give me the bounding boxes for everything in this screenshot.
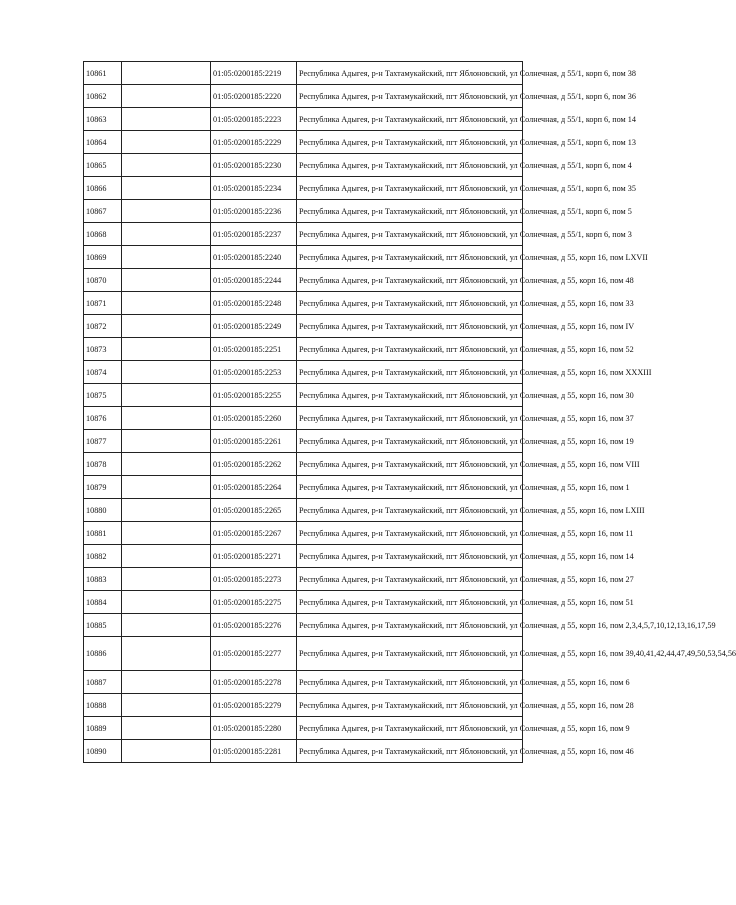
row-number-cell: 10875 xyxy=(84,384,122,407)
table-row xyxy=(84,694,523,717)
empty-cell xyxy=(122,200,211,223)
address-cell: Республика Адыгея, р-н Тахтамукайский, пгт Яблоновский, ул Солнечная, д 55, корп 16, пом VIII xyxy=(297,453,523,476)
empty-cell xyxy=(122,338,211,361)
row-number-cell: 10871 xyxy=(84,292,122,315)
empty-cell xyxy=(122,671,211,694)
row-number-cell: 10868 xyxy=(84,223,122,246)
address-cell: Республика Адыгея, р-н Тахтамукайский, пгт Яблоновский, ул Солнечная, д 55/1, корп 6, пом 14 xyxy=(297,108,523,131)
address-cell: Республика Адыгея, р-н Тахтамукайский, пгт Яблоновский, ул Солнечная, д 55, корп 16, пом 30 xyxy=(297,384,523,407)
row-number-cell: 10886 xyxy=(84,637,122,671)
table-row xyxy=(84,568,523,591)
row-number-cell: 10866 xyxy=(84,177,122,200)
table-row xyxy=(84,246,523,269)
table-row xyxy=(84,407,523,430)
cadastral-number-cell: 01:05:0200185:2276 xyxy=(211,614,297,637)
cadastral-number-cell: 01:05:0200185:2261 xyxy=(211,430,297,453)
cadastral-number-cell: 01:05:0200185:2253 xyxy=(211,361,297,384)
address-cell: Республика Адыгея, р-н Тахтамукайский, пгт Яблоновский, ул Солнечная, д 55/1, корп 6, пом 36 xyxy=(297,85,523,108)
cadastral-number-cell: 01:05:0200185:2237 xyxy=(211,223,297,246)
address-cell: Республика Адыгея, р-н Тахтамукайский, пгт Яблоновский, ул Солнечная, д 55/1, корп 6, пом 3 xyxy=(297,223,523,246)
empty-cell xyxy=(122,62,211,85)
cadastral-number-cell: 01:05:0200185:2251 xyxy=(211,338,297,361)
row-number-cell: 10881 xyxy=(84,522,122,545)
address-cell: Республика Адыгея, р-н Тахтамукайский, пгт Яблоновский, ул Солнечная, д 55, корп 16, пом 2,3,4,5,7,10,12,13,16,17,59 xyxy=(297,614,523,637)
address-cell: Республика Адыгея, р-н Тахтамукайский, пгт Яблоновский, ул Солнечная, д 55, корп 16, пом 14 xyxy=(297,545,523,568)
cadastral-number-cell: 01:05:0200185:2281 xyxy=(211,740,297,763)
table-row xyxy=(84,591,523,614)
address-cell: Республика Адыгея, р-н Тахтамукайский, пгт Яблоновский, ул Солнечная, д 55, корп 16, пом IV xyxy=(297,315,523,338)
address-cell: Республика Адыгея, р-н Тахтамукайский, пгт Яблоновский, ул Солнечная, д 55, корп 16, пом 28 xyxy=(297,694,523,717)
cadastral-number-cell: 01:05:0200185:2273 xyxy=(211,568,297,591)
table-row xyxy=(84,614,523,637)
cadastral-number-cell: 01:05:0200185:2236 xyxy=(211,200,297,223)
cadastral-number-cell: 01:05:0200185:2267 xyxy=(211,522,297,545)
row-number-cell: 10862 xyxy=(84,85,122,108)
table-row xyxy=(84,177,523,200)
address-cell: Республика Адыгея, р-н Тахтамукайский, пгт Яблоновский, ул Солнечная, д 55, корп 16, пом 11 xyxy=(297,522,523,545)
empty-cell xyxy=(122,499,211,522)
row-number-cell: 10879 xyxy=(84,476,122,499)
empty-cell xyxy=(122,453,211,476)
address-cell: Республика Адыгея, р-н Тахтамукайский, пгт Яблоновский, ул Солнечная, д 55, корп 16, пом 51 xyxy=(297,591,523,614)
table-row xyxy=(84,292,523,315)
empty-cell xyxy=(122,591,211,614)
row-number-cell: 10867 xyxy=(84,200,122,223)
row-number-cell: 10878 xyxy=(84,453,122,476)
address-cell: Республика Адыгея, р-н Тахтамукайский, пгт Яблоновский, ул Солнечная, д 55/1, корп 6, пом 38 xyxy=(297,62,523,85)
empty-cell xyxy=(122,476,211,499)
row-number-cell: 10882 xyxy=(84,545,122,568)
cadastral-number-cell: 01:05:0200185:2220 xyxy=(211,85,297,108)
empty-cell xyxy=(122,269,211,292)
address-cell: Республика Адыгея, р-н Тахтамукайский, пгт Яблоновский, ул Солнечная, д 55, корп 16, пом 6 xyxy=(297,671,523,694)
cadastral-number-cell: 01:05:0200185:2275 xyxy=(211,591,297,614)
table-row xyxy=(84,200,523,223)
address-cell: Республика Адыгея, р-н Тахтамукайский, пгт Яблоновский, ул Солнечная, д 55, корп 16, пом 33 xyxy=(297,292,523,315)
empty-cell xyxy=(122,717,211,740)
table-row xyxy=(84,740,523,763)
cadastral-number-cell: 01:05:0200185:2223 xyxy=(211,108,297,131)
cadastral-number-cell: 01:05:0200185:2264 xyxy=(211,476,297,499)
empty-cell xyxy=(122,740,211,763)
address-cell: Республика Адыгея, р-н Тахтамукайский, пгт Яблоновский, ул Солнечная, д 55/1, корп 6, пом 4 xyxy=(297,154,523,177)
empty-cell xyxy=(122,177,211,200)
empty-cell xyxy=(122,154,211,177)
cadastral-number-cell: 01:05:0200185:2260 xyxy=(211,407,297,430)
cadastral-number-cell: 01:05:0200185:2262 xyxy=(211,453,297,476)
cadastral-number-cell: 01:05:0200185:2280 xyxy=(211,717,297,740)
table-row xyxy=(84,453,523,476)
row-number-cell: 10888 xyxy=(84,694,122,717)
table-row xyxy=(84,315,523,338)
table-row xyxy=(84,361,523,384)
table-row xyxy=(84,545,523,568)
row-number-cell: 10865 xyxy=(84,154,122,177)
address-cell: Республика Адыгея, р-н Тахтамукайский, пгт Яблоновский, ул Солнечная, д 55, корп 16, пом 37 xyxy=(297,407,523,430)
empty-cell xyxy=(122,131,211,154)
table-row xyxy=(84,154,523,177)
empty-cell xyxy=(122,85,211,108)
address-cell: Республика Адыгея, р-н Тахтамукайский, пгт Яблоновский, ул Солнечная, д 55, корп 16, пом XXXIII xyxy=(297,361,523,384)
row-number-cell: 10863 xyxy=(84,108,122,131)
row-number-cell: 10864 xyxy=(84,131,122,154)
empty-cell xyxy=(122,545,211,568)
table-row xyxy=(84,430,523,453)
cadastral-number-cell: 01:05:0200185:2278 xyxy=(211,671,297,694)
table-row xyxy=(84,108,523,131)
table-row xyxy=(84,717,523,740)
address-cell: Республика Адыгея, р-н Тахтамукайский, пгт Яблоновский, ул Солнечная, д 55, корп 16, пом LXIII xyxy=(297,499,523,522)
address-cell: Республика Адыгея, р-н Тахтамукайский, пгт Яблоновский, ул Солнечная, д 55, корп 16, пом LXVII xyxy=(297,246,523,269)
row-number-cell: 10870 xyxy=(84,269,122,292)
table-row xyxy=(84,62,523,85)
address-cell: Республика Адыгея, р-н Тахтамукайский, пгт Яблоновский, ул Солнечная, д 55, корп 16, пом 1 xyxy=(297,476,523,499)
cadastral-number-cell: 01:05:0200185:2249 xyxy=(211,315,297,338)
table-row xyxy=(84,637,523,671)
table-row xyxy=(84,223,523,246)
empty-cell xyxy=(122,614,211,637)
row-number-cell: 10890 xyxy=(84,740,122,763)
address-cell: Республика Адыгея, р-н Тахтамукайский, пгт Яблоновский, ул Солнечная, д 55, корп 16, пом 46 xyxy=(297,740,523,763)
cadastral-number-cell: 01:05:0200185:2277 xyxy=(211,637,297,671)
row-number-cell: 10876 xyxy=(84,407,122,430)
empty-cell xyxy=(122,315,211,338)
table-row xyxy=(84,338,523,361)
row-number-cell: 10873 xyxy=(84,338,122,361)
empty-cell xyxy=(122,407,211,430)
table-row xyxy=(84,476,523,499)
row-number-cell: 10872 xyxy=(84,315,122,338)
table-row xyxy=(84,269,523,292)
cadastral-number-cell: 01:05:0200185:2240 xyxy=(211,246,297,269)
table-row xyxy=(84,85,523,108)
address-cell: Республика Адыгея, р-н Тахтамукайский, пгт Яблоновский, ул Солнечная, д 55, корп 16, пом 48 xyxy=(297,269,523,292)
empty-cell xyxy=(122,292,211,315)
address-cell: Республика Адыгея, р-н Тахтамукайский, пгт Яблоновский, ул Солнечная, д 55/1, корп 6, пом 35 xyxy=(297,177,523,200)
row-number-cell: 10883 xyxy=(84,568,122,591)
cadastral-number-cell: 01:05:0200185:2230 xyxy=(211,154,297,177)
cadastral-number-cell: 01:05:0200185:2265 xyxy=(211,499,297,522)
cadastral-number-cell: 01:05:0200185:2234 xyxy=(211,177,297,200)
address-cell: Республика Адыгея, р-н Тахтамукайский, пгт Яблоновский, ул Солнечная, д 55, корп 16, пом 27 xyxy=(297,568,523,591)
row-number-cell: 10861 xyxy=(84,62,122,85)
row-number-cell: 10885 xyxy=(84,614,122,637)
empty-cell xyxy=(122,430,211,453)
empty-cell xyxy=(122,223,211,246)
row-number-cell: 10874 xyxy=(84,361,122,384)
cadastral-number-cell: 01:05:0200185:2279 xyxy=(211,694,297,717)
empty-cell xyxy=(122,246,211,269)
cadastral-number-cell: 01:05:0200185:2271 xyxy=(211,545,297,568)
address-cell: Республика Адыгея, р-н Тахтамукайский, пгт Яблоновский, ул Солнечная, д 55, корп 16, пом 9 xyxy=(297,717,523,740)
row-number-cell: 10889 xyxy=(84,717,122,740)
empty-cell xyxy=(122,384,211,407)
row-number-cell: 10884 xyxy=(84,591,122,614)
address-cell: Республика Адыгея, р-н Тахтамукайский, пгт Яблоновский, ул Солнечная, д 55/1, корп 6, пом 13 xyxy=(297,131,523,154)
cadastral-number-cell: 01:05:0200185:2219 xyxy=(211,62,297,85)
table-row xyxy=(84,499,523,522)
cadastral-number-cell: 01:05:0200185:2229 xyxy=(211,131,297,154)
row-number-cell: 10887 xyxy=(84,671,122,694)
address-cell: Республика Адыгея, р-н Тахтамукайский, пгт Яблоновский, ул Солнечная, д 55/1, корп 6, пом 5 xyxy=(297,200,523,223)
address-cell: Республика Адыгея, р-н Тахтамукайский, пгт Яблоновский, ул Солнечная, д 55, корп 16, пом 52 xyxy=(297,338,523,361)
table-row xyxy=(84,131,523,154)
registry-table xyxy=(83,61,736,763)
registry-table-body xyxy=(84,62,736,763)
cadastral-number-cell: 01:05:0200185:2244 xyxy=(211,269,297,292)
empty-cell xyxy=(122,361,211,384)
row-number-cell: 10869 xyxy=(84,246,122,269)
table-row xyxy=(84,671,523,694)
empty-cell xyxy=(122,637,211,671)
empty-cell xyxy=(122,108,211,131)
row-number-cell: 10877 xyxy=(84,430,122,453)
row-number-cell: 10880 xyxy=(84,499,122,522)
cadastral-number-cell: 01:05:0200185:2248 xyxy=(211,292,297,315)
cadastral-number-cell: 01:05:0200185:2255 xyxy=(211,384,297,407)
table-row xyxy=(84,384,523,407)
empty-cell xyxy=(122,568,211,591)
empty-cell xyxy=(122,522,211,545)
table-row xyxy=(84,522,523,545)
address-cell: Республика Адыгея, р-н Тахтамукайский, пгт Яблоновский, ул Солнечная, д 55, корп 16, пом 19 xyxy=(297,430,523,453)
empty-cell xyxy=(122,694,211,717)
address-cell: Республика Адыгея, р-н Тахтамукайский, пгт Яблоновский, ул Солнечная, д 55, корп 16, пом 39,40,41,42,44,47,49,50,53,54,56 xyxy=(297,637,523,671)
